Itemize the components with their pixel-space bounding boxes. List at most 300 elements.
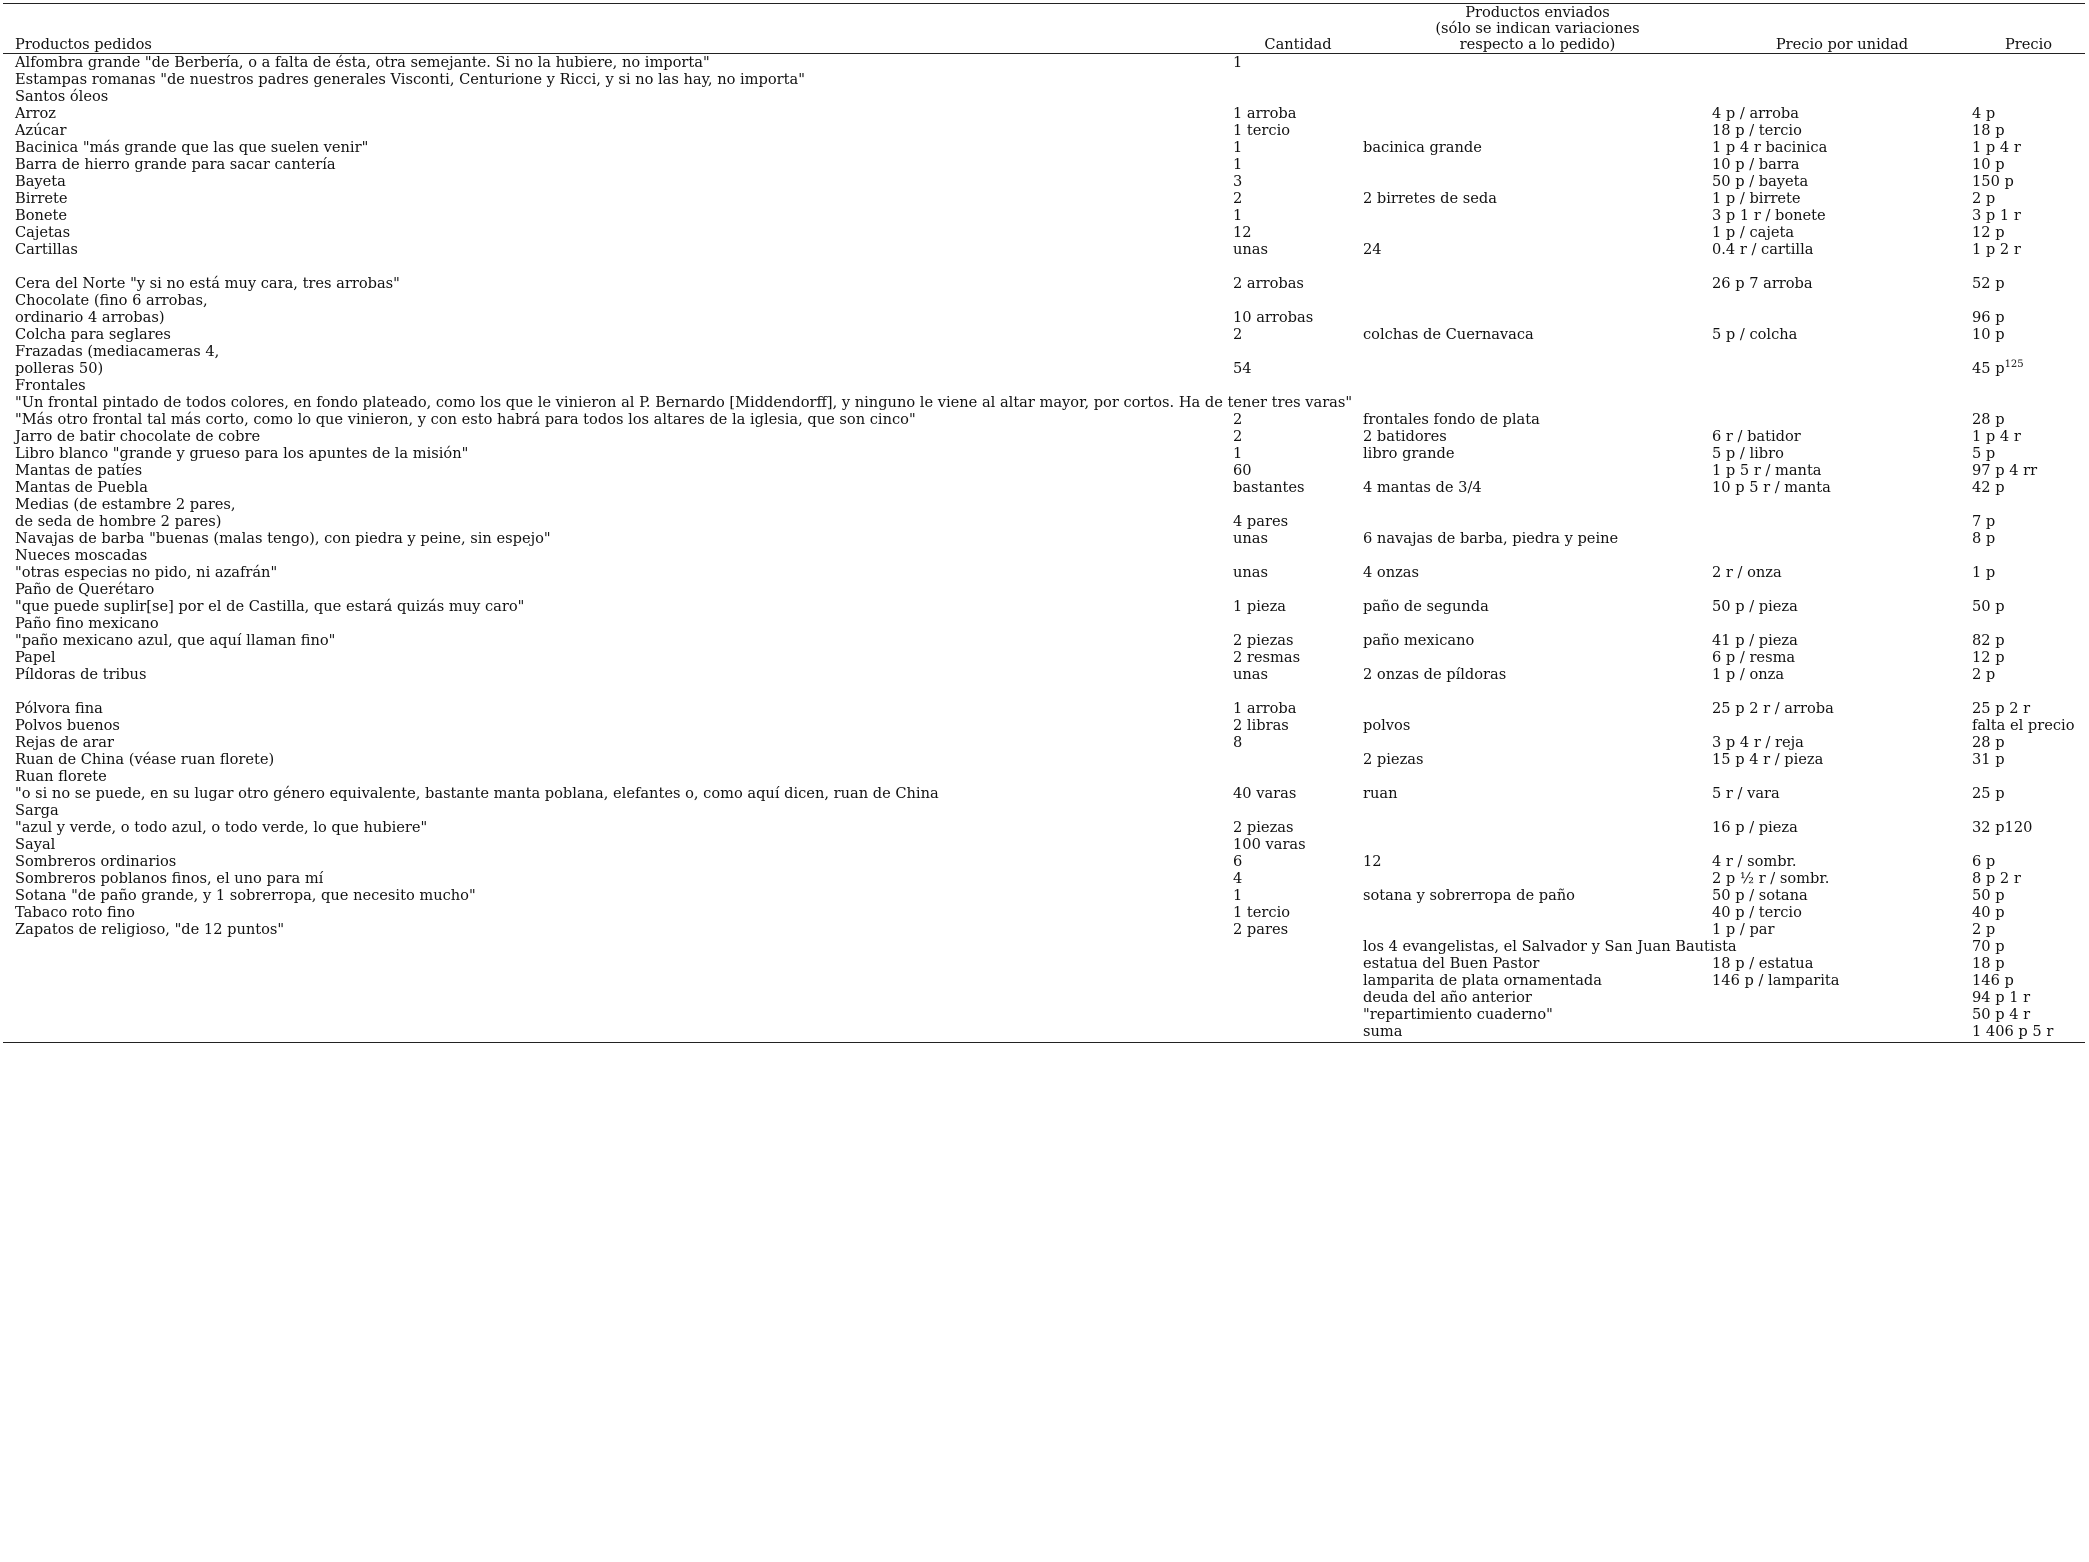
cell-cantidad [1233, 224, 1363, 241]
cell-cantidad [1233, 751, 1363, 768]
cell-producto-enviado [1363, 343, 1712, 360]
table-row [3, 1023, 2085, 1043]
cell-producto-enviado [1363, 292, 1712, 309]
cell-producto-pedido [3, 377, 1233, 394]
cell-producto-enviado [1363, 887, 1712, 904]
cell-producto-pedido [3, 547, 1233, 564]
cell-producto-enviado [1363, 1006, 1712, 1023]
cell-producto-enviado [1363, 717, 1712, 734]
precio-text: 8 p 2 r [1972, 870, 2021, 887]
producto-enviado-text: bacinica grande [1363, 139, 1482, 156]
precio-unidad-text: 25 p 2 r / arroba [1712, 700, 1834, 717]
producto-pedido-text: Arroz [15, 105, 56, 122]
precio-unidad-text: 0.4 r / cartilla [1712, 241, 1814, 258]
cell-producto-enviado [1363, 173, 1712, 190]
precio-unidad-text: 1 p / par [1712, 921, 1775, 938]
table-row [3, 904, 2085, 921]
cell-producto-enviado [1363, 598, 1712, 615]
table-row [3, 513, 2085, 530]
cell-cantidad [1233, 71, 1363, 88]
cell-producto-pedido [3, 904, 1233, 921]
producto-pedido-text: Mantas de Puebla [15, 479, 148, 496]
table-row [3, 190, 2085, 207]
cell-producto-enviado [1363, 564, 1712, 581]
cell-precio-unidad [1712, 955, 1972, 972]
producto-pedido-text: Polvos buenos [15, 717, 120, 734]
cell-precio [1972, 513, 2085, 530]
table-row [3, 938, 2085, 955]
cell-cantidad [1233, 955, 1363, 972]
cell-producto-enviado [1363, 700, 1712, 717]
cell-producto-pedido [3, 632, 1233, 649]
table-row [3, 615, 2085, 632]
producto-enviado-text: 2 batidores [1363, 428, 1447, 445]
table-row [3, 88, 2085, 105]
cell-producto-pedido [3, 190, 1233, 207]
cell-producto-enviado [1363, 666, 1712, 683]
table-row [3, 394, 2085, 411]
precio-text: 1 p 4 r [1972, 139, 2021, 156]
cell-producto-pedido [3, 343, 1233, 360]
header-productos-enviados-line3: respecto a lo pedido) [1459, 36, 1616, 53]
precio-unidad-text: 1 p 5 r / manta [1712, 462, 1822, 479]
producto-pedido-text: Sayal [15, 836, 56, 853]
cell-precio-unidad [1712, 649, 1972, 666]
cell-cantidad [1233, 785, 1363, 802]
cell-cantidad [1233, 411, 1363, 428]
producto-pedido-text: "paño mexicano azul, que aquí llaman fino" [15, 632, 336, 649]
precio-unidad-text: 50 p / bayeta [1712, 173, 1809, 190]
cell-cantidad [1233, 360, 1363, 377]
cell-producto-enviado [1363, 275, 1712, 292]
producto-pedido-text: Cajetas [15, 224, 71, 241]
table-row [3, 955, 2085, 972]
precio-text: 3 p 1 r [1972, 207, 2021, 224]
producto-pedido-text: Jarro de batir chocolate de cobre [15, 428, 261, 445]
precio-text: 50 p [1972, 598, 2005, 615]
cell-producto-enviado [1363, 411, 1712, 428]
precio-unidad-text: 16 p / pieza [1712, 819, 1798, 836]
cell-producto-enviado [1363, 479, 1712, 496]
producto-enviado-text: 2 birretes de seda [1363, 190, 1497, 207]
cell-cantidad [1233, 292, 1363, 309]
cell-precio [1972, 71, 2085, 88]
table-row [3, 105, 2085, 122]
producto-pedido-text: Bacinica "más grande que las que suelen venir" [15, 139, 369, 156]
cantidad-text: 10 arrobas [1233, 309, 1314, 326]
cell-cantidad [1233, 615, 1363, 632]
cell-producto-pedido [3, 921, 1233, 938]
cell-precio-unidad [1712, 394, 1972, 411]
cantidad-text: 40 varas [1233, 785, 1297, 802]
precio-unidad-text: 5 p / libro [1712, 445, 1784, 462]
producto-enviado-text: deuda del año anterior [1363, 989, 1532, 1006]
table-row [3, 309, 2085, 326]
table-row [3, 360, 2085, 377]
table-row [3, 326, 2085, 343]
cell-cantidad [1233, 887, 1363, 904]
precio-text: 4 p [1972, 105, 1996, 122]
table-row [3, 258, 2085, 275]
precio-unidad-text: 4 r / sombr. [1712, 853, 1797, 870]
precio-text: 10 p [1972, 326, 2005, 343]
producto-pedido-text: Birrete [15, 190, 68, 207]
cell-precio [1972, 1006, 2085, 1023]
table-row [3, 122, 2085, 139]
producto-pedido-text: Nueces moscadas [15, 547, 148, 564]
cell-producto-enviado [1363, 734, 1712, 751]
producto-pedido-text: Píldoras de tribus [15, 666, 147, 683]
table-row [3, 751, 2085, 768]
precio-unidad-text: 3 p 4 r / reja [1712, 734, 1804, 751]
cell-precio-unidad [1712, 989, 1972, 1006]
producto-enviado-text: frontales fondo de plata [1363, 411, 1540, 428]
cell-cantidad [1233, 88, 1363, 105]
cell-precio-unidad [1712, 751, 1972, 768]
cell-precio [1972, 666, 2085, 683]
producto-pedido-text: Paño fino mexicano [15, 615, 159, 632]
cantidad-text: unas [1233, 564, 1268, 581]
precio-text: 7 p [1972, 513, 1996, 530]
header-precio: Precio [1972, 4, 2085, 54]
cell-producto-pedido [3, 71, 1233, 88]
producto-pedido-text: Bonete [15, 207, 68, 224]
producto-pedido-text: Ruan florete [15, 768, 107, 785]
cell-precio [1972, 972, 2085, 989]
cell-cantidad [1233, 122, 1363, 139]
cell-precio-unidad [1712, 819, 1972, 836]
producto-pedido-text: Chocolate (fino 6 arrobas, [15, 292, 208, 309]
cell-precio-unidad [1712, 139, 1972, 156]
precio-text: 94 p 1 r [1972, 989, 2031, 1006]
table-row [3, 343, 2085, 360]
precio-unidad-text: 10 p 5 r / manta [1712, 479, 1831, 496]
cell-cantidad [1233, 921, 1363, 938]
cell-precio-unidad [1712, 972, 1972, 989]
cell-cantidad [1233, 632, 1363, 649]
precio-text: 2 p [1972, 921, 1996, 938]
cell-producto-pedido [3, 513, 1233, 530]
cell-precio-unidad [1712, 581, 1972, 598]
cell-precio-unidad [1712, 122, 1972, 139]
cell-cantidad [1233, 581, 1363, 598]
precio-text: 146 p [1972, 972, 2014, 989]
cell-producto-enviado [1363, 989, 1712, 1006]
cell-precio-unidad [1712, 632, 1972, 649]
cantidad-text: 2 piezas [1233, 819, 1294, 836]
table-row [3, 241, 2085, 258]
cell-precio [1972, 734, 2085, 751]
table-row [3, 411, 2085, 428]
cell-producto-pedido [3, 785, 1233, 802]
precio-unidad-text: 3 p 1 r / bonete [1712, 207, 1826, 224]
precio-unidad-text: 5 r / vara [1712, 785, 1780, 802]
table-row [3, 666, 2085, 683]
cell-producto-pedido [3, 411, 1233, 428]
cell-precio [1972, 105, 2085, 122]
cantidad-text: unas [1233, 530, 1268, 547]
cell-precio [1972, 54, 2085, 72]
precio-unidad-text: 1 p / onza [1712, 666, 1785, 683]
cantidad-text: 4 [1233, 870, 1243, 887]
cell-producto-pedido [3, 615, 1233, 632]
table-row [3, 989, 2085, 1006]
table-row [3, 547, 2085, 564]
cell-producto-pedido [3, 88, 1233, 105]
cantidad-text: 1 [1233, 139, 1243, 156]
precio-text: 2 p [1972, 190, 1996, 207]
cell-producto-pedido [3, 275, 1233, 292]
producto-pedido-text: Tabaco roto fino [15, 904, 135, 921]
table-row [3, 462, 2085, 479]
table-row [3, 972, 2085, 989]
cell-precio [1972, 411, 2085, 428]
cell-producto-pedido [3, 309, 1233, 326]
cell-producto-pedido [3, 683, 1233, 700]
producto-pedido-text: Paño de Querétaro [15, 581, 155, 598]
precio-text: 12 p [1972, 649, 2005, 666]
cell-precio [1972, 88, 2085, 105]
cell-producto-enviado [1363, 955, 1712, 972]
producto-pedido-text: Cartillas [15, 241, 78, 258]
cell-cantidad [1233, 564, 1363, 581]
producto-enviado-text: suma [1363, 1023, 1403, 1040]
cell-producto-enviado [1363, 54, 1712, 72]
cell-precio [1972, 360, 2085, 377]
table-row [3, 207, 2085, 224]
cell-precio-unidad [1712, 598, 1972, 615]
precio-unidad-text: 2 r / onza [1712, 564, 1782, 581]
producto-enviado-text: ruan [1363, 785, 1398, 802]
cell-cantidad [1233, 190, 1363, 207]
cell-precio [1972, 598, 2085, 615]
cell-cantidad [1233, 649, 1363, 666]
producto-pedido-text: Sarga [15, 802, 59, 819]
table-row [3, 71, 2085, 88]
cantidad-text: 3 [1233, 173, 1243, 190]
precio-text: 12 p [1972, 224, 2005, 241]
cell-producto-enviado [1363, 326, 1712, 343]
table-row [3, 836, 2085, 853]
cell-producto-pedido [3, 105, 1233, 122]
cell-precio [1972, 581, 2085, 598]
cell-precio [1972, 377, 2085, 394]
cell-precio-unidad [1712, 836, 1972, 853]
cell-precio [1972, 632, 2085, 649]
precio-text: 1 p 4 r [1972, 428, 2021, 445]
producto-pedido-text: Estampas romanas "de nuestros padres generales Visconti, Centurione y Ricci, y si no las hay, no importa" [15, 71, 805, 88]
cell-cantidad [1233, 377, 1363, 394]
cell-producto-pedido [3, 496, 1233, 513]
producto-enviado-text: 6 navajas de barba, piedra y peine [1363, 530, 1619, 547]
cell-precio [1972, 156, 2085, 173]
cell-producto-enviado [1363, 207, 1712, 224]
cantidad-text: bastantes [1233, 479, 1305, 496]
cell-producto-enviado [1363, 394, 1712, 411]
cell-producto-pedido [3, 462, 1233, 479]
cell-precio [1972, 394, 2085, 411]
cell-precio [1972, 479, 2085, 496]
precio-text: 52 p [1972, 275, 2005, 292]
cantidad-text: 2 arrobas [1233, 275, 1304, 292]
cell-producto-enviado [1363, 972, 1712, 989]
cantidad-text: 2 pares [1233, 921, 1289, 938]
cell-producto-enviado [1363, 360, 1712, 377]
precio-text: 70 p [1972, 938, 2005, 955]
cell-precio [1972, 938, 2085, 955]
precio-text: 6 p [1972, 853, 1996, 870]
cantidad-text: 1 [1233, 156, 1243, 173]
cantidad-text: 1 tercio [1233, 122, 1291, 139]
cell-producto-pedido [3, 156, 1233, 173]
cell-precio-unidad [1712, 921, 1972, 938]
producto-pedido-text: Sombreros ordinarios [15, 853, 177, 870]
cell-producto-enviado [1363, 683, 1712, 700]
producto-enviado-text: paño de segunda [1363, 598, 1489, 615]
cell-cantidad [1233, 513, 1363, 530]
producto-pedido-text: "que puede suplir[se] por el de Castilla, que estará quizás muy caro" [15, 598, 525, 615]
cell-precio-unidad [1712, 224, 1972, 241]
producto-pedido-text: Colcha para seglares [15, 326, 171, 343]
precio-text: 28 p [1972, 734, 2005, 751]
cell-precio [1972, 462, 2085, 479]
header-productos-pedidos: Productos pedidos [3, 4, 1233, 54]
cell-producto-enviado [1363, 530, 1712, 547]
cell-producto-pedido [3, 1006, 1233, 1023]
precio-unidad-text: 41 p / pieza [1712, 632, 1798, 649]
table-row [3, 377, 2085, 394]
cell-precio-unidad [1712, 530, 1972, 547]
cell-producto-enviado [1363, 445, 1712, 462]
cell-precio-unidad [1712, 666, 1972, 683]
cantidad-text: 1 arroba [1233, 700, 1297, 717]
cell-producto-pedido [3, 836, 1233, 853]
cell-precio [1972, 683, 2085, 700]
table-row [3, 700, 2085, 717]
cell-cantidad [1233, 700, 1363, 717]
cell-cantidad [1233, 530, 1363, 547]
cantidad-text: 2 piezas [1233, 632, 1294, 649]
header-precio-por-unidad: Precio por unidad [1712, 4, 1972, 54]
cell-cantidad [1233, 666, 1363, 683]
cell-producto-enviado [1363, 241, 1712, 258]
cell-precio-unidad [1712, 462, 1972, 479]
precio-text: 32 p120 [1972, 819, 2033, 836]
cell-precio-unidad [1712, 88, 1972, 105]
cell-cantidad [1233, 241, 1363, 258]
cell-precio [1972, 819, 2085, 836]
cell-producto-pedido [3, 326, 1233, 343]
table-row [3, 445, 2085, 462]
cell-cantidad [1233, 1006, 1363, 1023]
cell-producto-enviado [1363, 938, 1737, 955]
cell-producto-enviado [1363, 615, 1712, 632]
cell-precio-unidad [1712, 445, 1972, 462]
cantidad-text: 2 resmas [1233, 649, 1301, 666]
precio-text: 82 p [1972, 632, 2005, 649]
table-row [3, 1006, 2085, 1023]
cell-precio [1972, 751, 2085, 768]
cell-precio [1972, 802, 2085, 819]
cell-cantidad [1233, 904, 1363, 921]
cell-precio [1972, 343, 2085, 360]
cell-precio [1972, 275, 2085, 292]
cell-producto-enviado [1363, 547, 1712, 564]
document-table [3, 3, 2085, 1043]
cantidad-text: 2 libras [1233, 717, 1289, 734]
precio-text: 1 406 p 5 r [1972, 1023, 2054, 1040]
cantidad-text: 1 pieza [1233, 598, 1286, 615]
cell-cantidad [1233, 496, 1363, 513]
precio-unidad-text: 1 p / birrete [1712, 190, 1801, 207]
precio-unidad-text: 18 p / estatua [1712, 955, 1814, 972]
precio-unidad-text: 6 p / resma [1712, 649, 1796, 666]
cell-producto-pedido [3, 428, 1233, 445]
cell-precio [1972, 258, 2085, 275]
cantidad-text: 12 [1233, 224, 1252, 241]
header-productos-enviados [1363, 4, 1712, 54]
producto-pedido-text: Ruan de China (véase ruan florete) [15, 751, 275, 768]
cantidad-text: 60 [1233, 462, 1252, 479]
table-row [3, 768, 2085, 785]
table-row [3, 224, 2085, 241]
cell-precio [1972, 649, 2085, 666]
table-row [3, 717, 2085, 734]
cantidad-text: 8 [1233, 734, 1243, 751]
cantidad-text: 2 [1233, 411, 1243, 428]
producto-pedido-text: Papel [15, 649, 56, 666]
producto-enviado-text: 4 onzas [1363, 564, 1419, 581]
cell-producto-enviado [1363, 853, 1712, 870]
precio-unidad-text: 10 p / barra [1712, 156, 1800, 173]
producto-enviado-text: libro grande [1363, 445, 1455, 462]
cell-precio-unidad [1712, 1006, 1972, 1023]
precio-text: 18 p [1972, 122, 2005, 139]
cell-cantidad [1233, 309, 1363, 326]
cell-producto-pedido [3, 955, 1233, 972]
cell-precio-unidad [1712, 411, 1972, 428]
cell-cantidad [1233, 734, 1363, 751]
cell-precio [1972, 870, 2085, 887]
cell-producto-pedido [3, 207, 1233, 224]
cantidad-text: 6 [1233, 853, 1243, 870]
cell-producto-enviado [1363, 819, 1712, 836]
cell-precio [1972, 615, 2085, 632]
cell-precio [1972, 224, 2085, 241]
cantidad-text: 1 [1233, 54, 1243, 71]
producto-pedido-text: Navajas de barba "buenas (malas tengo), con piedra y peine, sin espejo" [15, 530, 551, 547]
cell-cantidad [1233, 479, 1363, 496]
table-row [3, 921, 2085, 938]
cell-precio [1972, 1023, 2085, 1043]
cell-precio-unidad [1712, 564, 1972, 581]
cell-producto-pedido [3, 717, 1233, 734]
cell-producto-enviado [1363, 802, 1712, 819]
cell-precio [1972, 292, 2085, 309]
cell-precio-unidad [1712, 207, 1972, 224]
cell-producto-pedido [3, 768, 1233, 785]
producto-pedido-text: "Más otro frontal tal más corto, como lo que vinieron, y con esto habrá para todos los altares de la iglesia, que son cinco" [15, 411, 916, 428]
cell-precio-unidad [1712, 615, 1972, 632]
producto-enviado-text: sotana y sobrerropa de paño [1363, 887, 1575, 904]
cell-producto-enviado [1363, 309, 1712, 326]
cell-precio-unidad [1712, 683, 1972, 700]
precio-text: 25 p 2 r [1972, 700, 2031, 717]
cell-producto-enviado [1363, 632, 1712, 649]
cell-precio [1972, 989, 2085, 1006]
cell-precio [1972, 717, 2085, 734]
cell-producto-pedido [3, 394, 1353, 411]
